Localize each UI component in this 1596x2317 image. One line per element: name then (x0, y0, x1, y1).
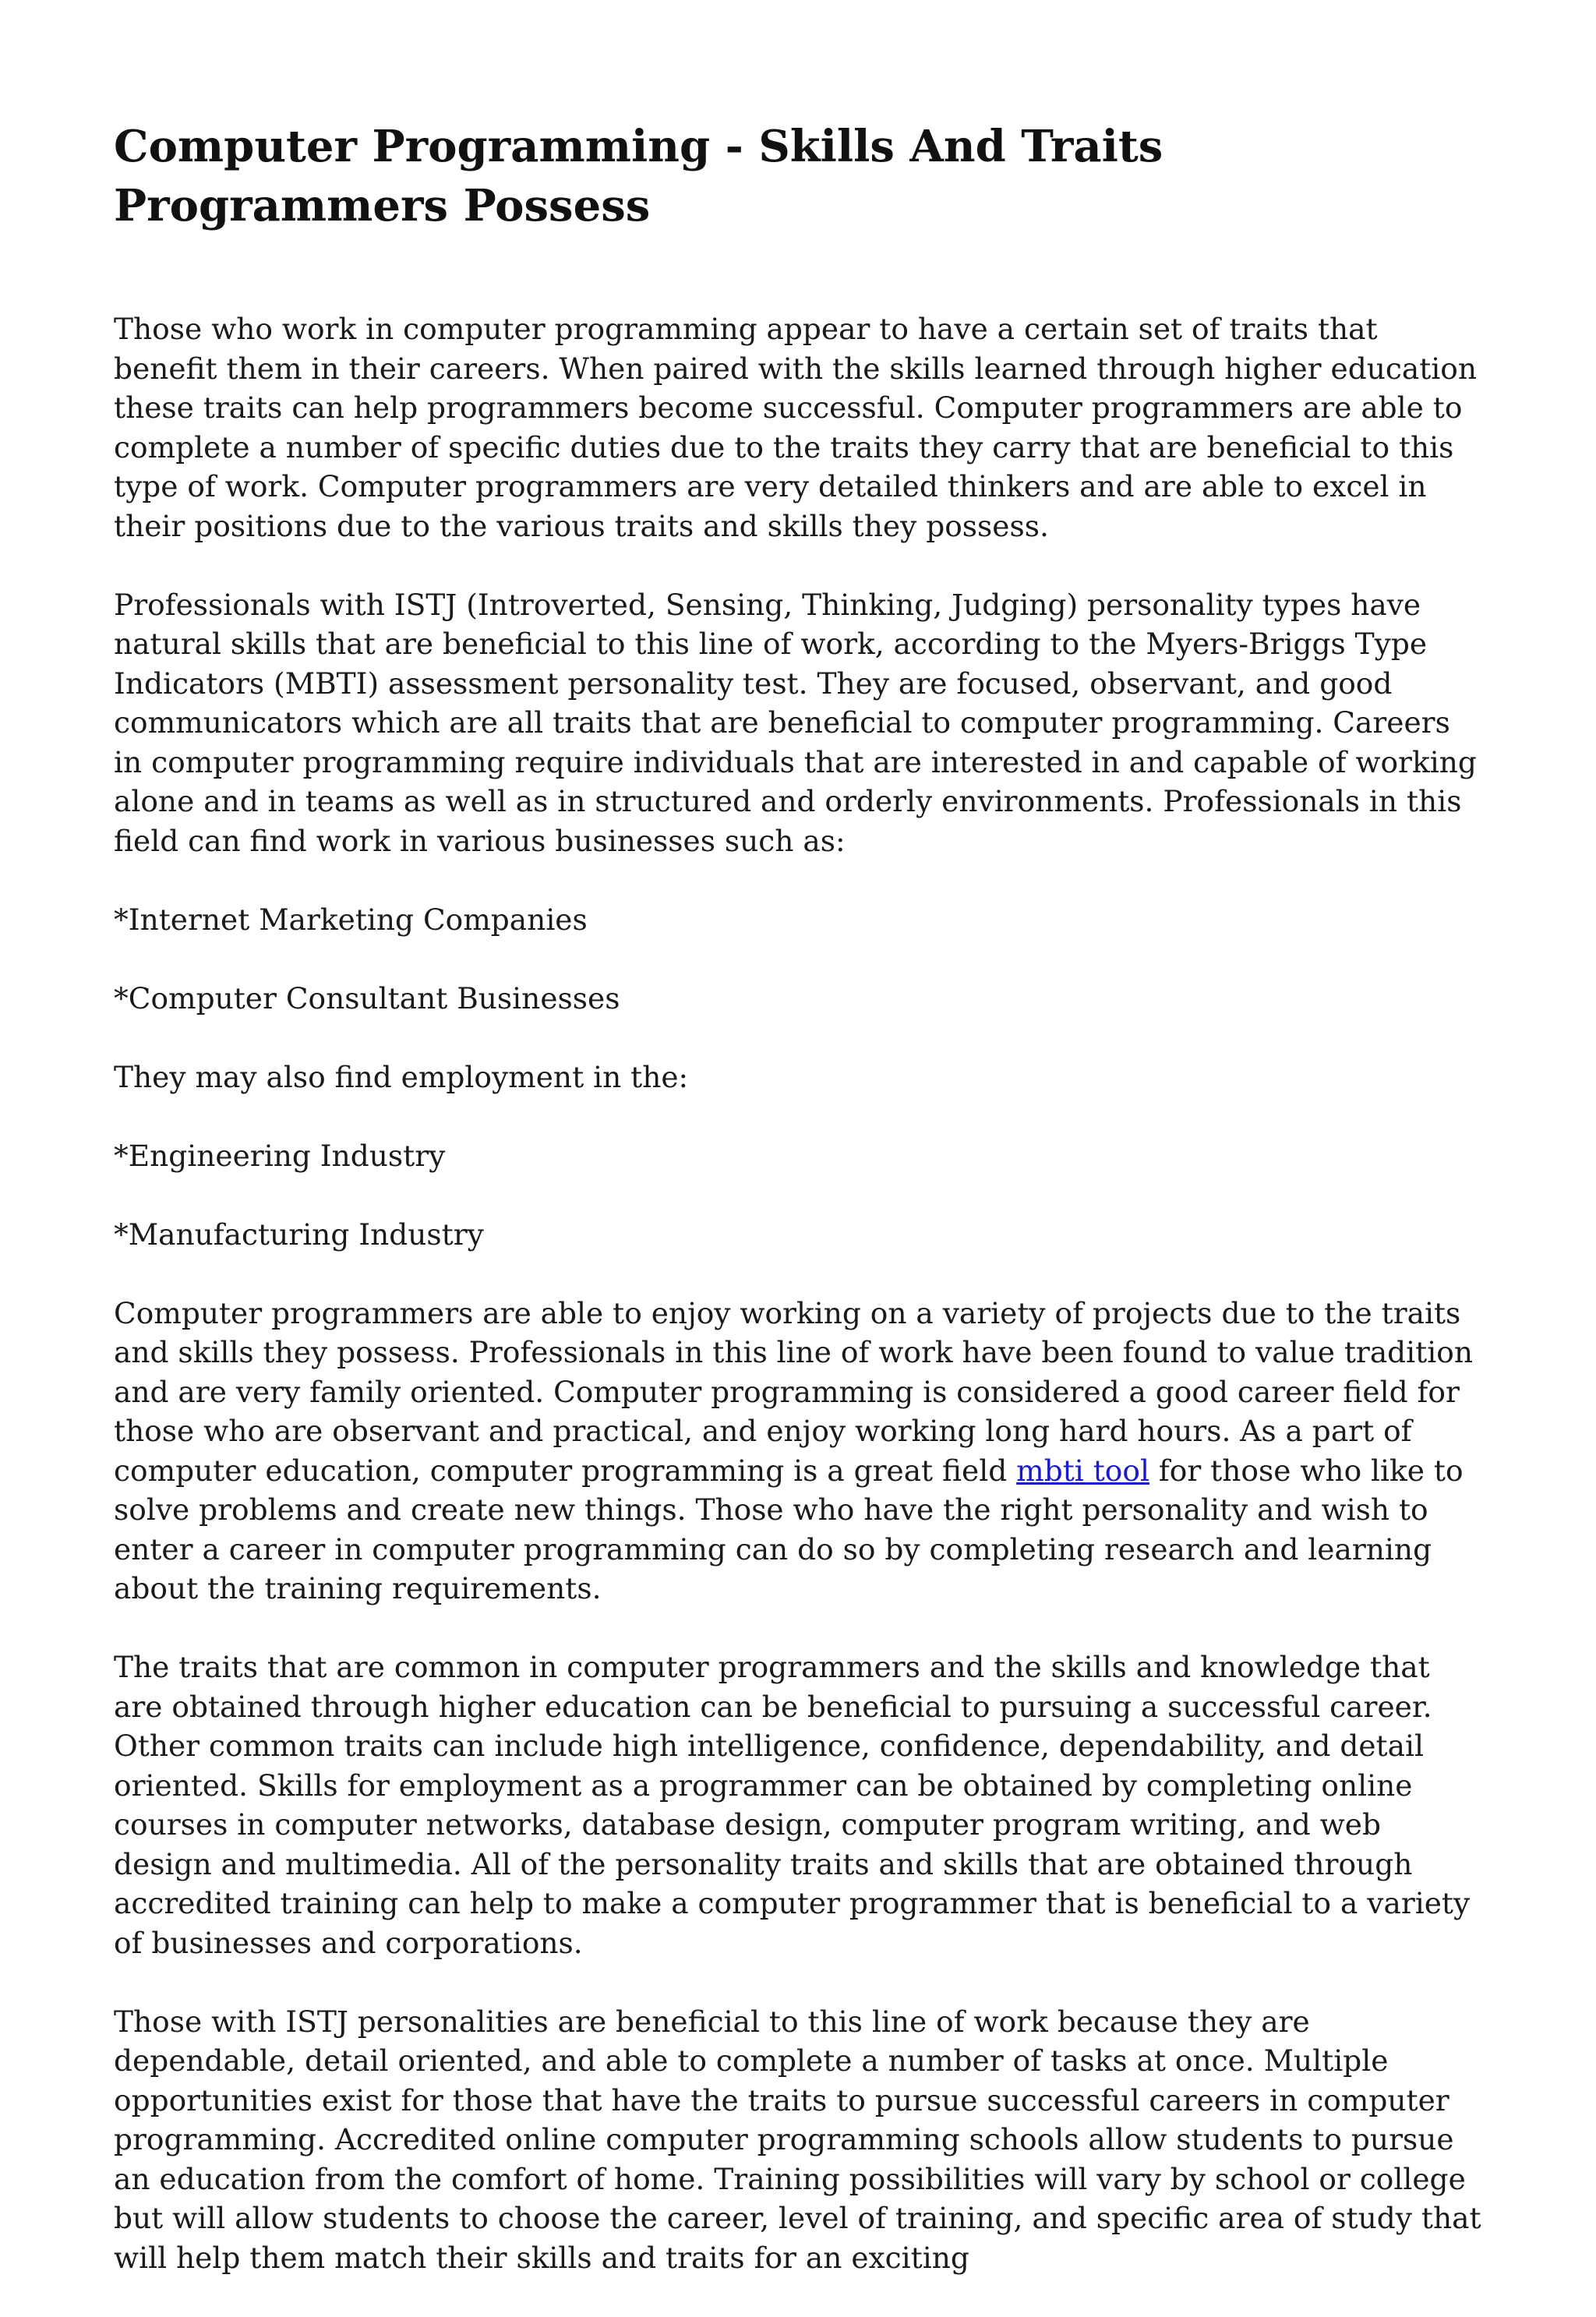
paragraph-traits-common: The traits that are common in computer programmers and the skills and knowledge that are obtained through higher education can be beneficial to pursuing a successful career. Other common traits can include high intelligence, confidence, dependability, and detail oriented. Skills for employment as a programmer can be obtained by completing online courses in computer networks, database design, computer program writing, and web design and multimedia. All of the personality traits and skills that are obtained through accredited training can help to make a computer programmer that is beneficial to a variety of businesses and corporations. (114, 1650, 1471, 1960)
paragraph-variety-text-after: for those who like to solve problems and create new things. Those who have the right personality and wish to enter a career in computer programming can do so by completing research and learning about the training requirements. (114, 1453, 1464, 1605)
article (114, 117, 1485, 2317)
list-item-internet-marketing: *Internet Marketing Companies (114, 902, 588, 937)
list-item-computer-consultant: *Computer Consultant Businesses (114, 980, 620, 1015)
paragraph-employment: They may also find employment in the: (114, 1059, 689, 1094)
paragraph-istj: Professionals with ISTJ (Introverted, Sensing, Thinking, Judging) personality types have natural skills that are beneficial to this line of work, according to the Myers-Briggs Type Indicators (MBTI) assessment personality test. They are focused, observant, and good communicators which are all traits that are beneficial to computer programming. Careers in computer programming require individuals that are interested in and capable of working alone and in teams as well as in structured and orderly environments. Professionals in this field can find work in various businesses such as: (114, 587, 1477, 858)
paragraph-variety (114, 1294, 1485, 1609)
mbti-tool-link[interactable]: mbti tool (1016, 1453, 1149, 1488)
paragraph-istj-dependable: Those with ISTJ personalities are beneficial to this line of work because they are dependable, detail oriented, and able to complete a number of tasks at once. Multiple opportunities exist for those that have the traits to pursue successful careers in computer programming. Accredited online computer programming schools allow students to pursue an education from the comfort of home. Training possibilities will vary by school or college but will allow students to choose the career, level of training, and specific area of study that will help them match their skills and traits for an exciting (114, 2004, 1481, 2275)
paragraph-variety-text-before: Computer programmers are able to enjoy working on a variety of projects due to the traits and skills they possess. Professionals in this line of work have been found to value tradition and are very family oriented. Computer programming is considered a good career field for those who are observant and practical, and enjoy working long hard hours. As a part of computer education, computer programming is a great field (114, 1295, 1473, 1488)
article-title: Computer Programming - Skills And Traits Programmers Possess (114, 121, 1163, 231)
list-item-engineering: *Engineering Industry (114, 1138, 446, 1173)
list-item-manufacturing: *Manufacturing Industry (114, 1217, 484, 1252)
paragraph-intro: Those who work in computer programming appear to have a certain set of traits that benefit them in their careers. When paired with the skills learned through higher education these traits can help programmers become successful. Computer programmers are able to complete a number of specific duties due to the traits they carry that are beneficial to this type of work. Computer programmers are very detailed thinkers and are able to excel in their positions due to the various traits and skills they possess. (114, 312, 1478, 543)
